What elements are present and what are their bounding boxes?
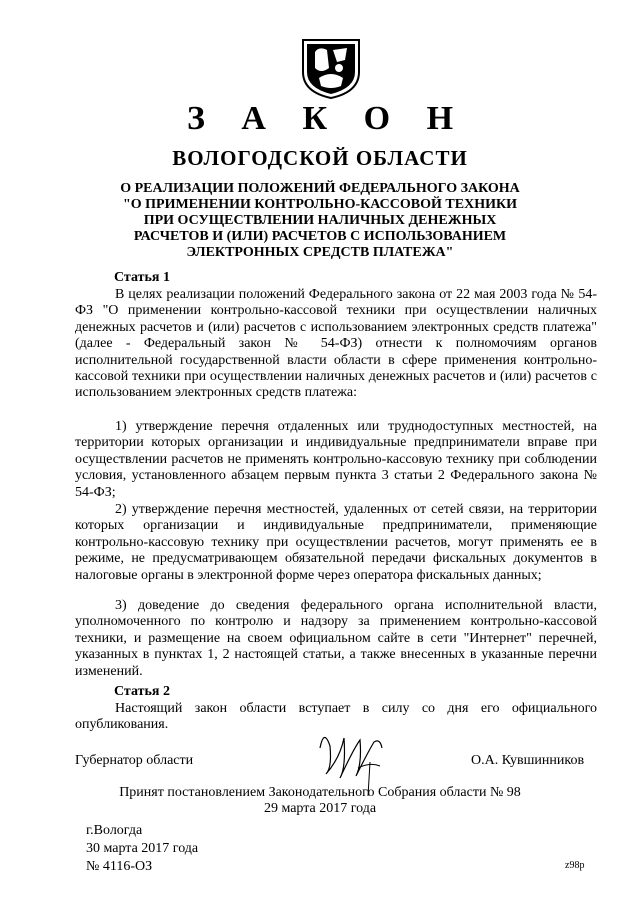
subtitle-line: ЭЛЕКТРОННЫХ СРЕДСТВ ПЛАТЕЖА": [186, 245, 454, 260]
signatory-name: О.А. Кувшинников: [471, 753, 585, 768]
subtitle-line: "О ПРИМЕНЕНИИ КОНТРОЛЬНО-КАССОВОЙ ТЕХНИКИ: [122, 197, 518, 212]
article-1-heading: Статья 1: [114, 270, 170, 285]
article-1-item-2: 2) утверждение перечня местностей, удаленных от сетей связи, на территории которых организации и индивидуальные предприниматели, применяющие контрольно-кассовую технику при осуществлении расчетов, могут применять ее в режиме, не предусматривающем обязательной передачи фискальных документов в налоговые органы в электронной форме через оператора фискальных данных;: [75, 502, 597, 583]
article-1-intro: В целях реализации положений Федерального закона от 22 мая 2003 года № 54-ФЗ "О применении контрольно-кассовой техники при осуществлении наличных денежных расчетов и (или) расчетов с использованием электронных средств платежа" (далее - Федеральный закон № 54-ФЗ) отнести к полномочиям органов исполнительной государственной власти области в сфере применения контрольно-кассовой техники при осуществлении наличных денежных расчетов и (или) расчетов с использованием электронных средств платежа:: [75, 287, 597, 401]
document-code: z98p: [565, 860, 585, 871]
adoption-line-2: 29 марта 2017 года: [263, 801, 377, 816]
signatory-position: Губернатор области: [75, 753, 194, 768]
article-1-item-3: 3) доведение до сведения федерального органа исполнительной власти, уполномоченного по контролю и надзору за применением контрольно-кассовой техники, и размещение на своем официальном сайте в сети "Интернет" перечней, указанных в пунктах 1, 2 настоящей статьи, а также внесенных в указанные перечни изменений.: [75, 598, 597, 679]
coat-of-arms-icon: [299, 38, 363, 100]
article-2-heading: Статья 2: [114, 684, 170, 699]
adoption-line-1: Принят постановлением Законодательного Собрания области № 98: [119, 785, 521, 800]
region-title: ВОЛОГОДСКОЙ ОБЛАСТИ: [172, 146, 468, 170]
subtitle-line: ПРИ ОСУЩЕСТВЛЕНИИ НАЛИЧНЫХ ДЕНЕЖНЫХ: [143, 213, 497, 228]
article-1-item-1: 1) утверждение перечня отдаленных или труднодоступных местностей, на территории которых организации и индивидуальные предприниматели вправе при осуществлении расчетов не применять контрольно-кассовую технику при соблюдении условия, установленного абзацем первым пункта 3 статьи 2 Федерального закона № 54-ФЗ;: [75, 419, 597, 500]
subtitle-line: О РЕАЛИЗАЦИИ ПОЛОЖЕНИЙ ФЕДЕРАЛЬНОГО ЗАКОНА: [120, 181, 520, 196]
law-subtitle: [0, 181, 640, 261]
city: г.Вологда: [86, 823, 143, 838]
subtitle-line: РАСЧЕТОВ И (ИЛИ) РАСЧЕТОВ С ИСПОЛЬЗОВАНИЕМ: [133, 229, 507, 244]
law-date: 30 марта 2017 года: [86, 841, 199, 856]
article-2-text: Настоящий закон области вступает в силу со дня его официального опубликования.: [75, 701, 597, 733]
law-number: № 4116-ОЗ: [86, 859, 153, 874]
law-title: З А К О Н: [186, 100, 468, 137]
